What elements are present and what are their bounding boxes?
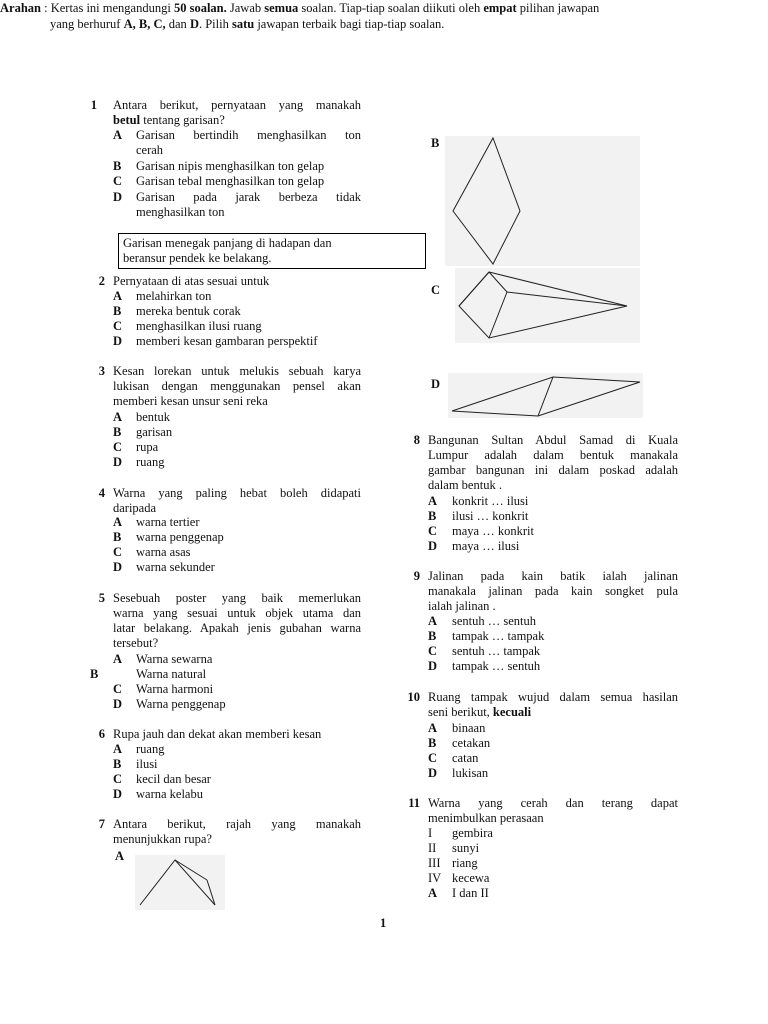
- question-line: Jalinan pada kain batik ialah jalinan: [428, 569, 678, 583]
- question-number: 9: [413, 569, 420, 583]
- question-line: Kesan lorekan untuk melukis sebuah karya: [113, 364, 361, 378]
- question-line: Bangunan Sultan Abdul Samad di Kuala: [428, 433, 678, 447]
- option-text[interactable]: Garisan nipis menghasilkan ton gelap: [136, 159, 325, 173]
- roman-numeral: III: [428, 856, 441, 870]
- option-letter[interactable]: D: [428, 766, 438, 780]
- option-text[interactable]: Warna penggenap: [136, 697, 226, 711]
- option-text[interactable]: tampak … tampak: [452, 629, 545, 643]
- question-text: [428, 433, 678, 493]
- option-letter[interactable]: B: [113, 304, 122, 318]
- instr-text: dan: [165, 17, 190, 31]
- option-letter[interactable]: D: [113, 787, 123, 801]
- question-number: 5: [98, 591, 105, 605]
- option-letter[interactable]: A: [113, 128, 123, 142]
- option-letter[interactable]: A: [428, 494, 438, 508]
- option-letter[interactable]: C: [113, 682, 123, 696]
- option-letter[interactable]: D: [113, 697, 123, 711]
- question-text: [113, 98, 361, 128]
- question-number: 6: [98, 727, 105, 741]
- figure-label-a[interactable]: A: [115, 849, 125, 863]
- figure-a-pyramid[interactable]: [135, 855, 225, 910]
- question-line: Ruang tampak wujud dalam semua hasilan: [428, 690, 678, 704]
- statement-box: [118, 233, 426, 269]
- question-line: lukisan dengan menggunakan pensel akan: [113, 379, 361, 393]
- question-line: gambar bangunan ini dalam poskad adalah: [428, 463, 678, 477]
- question-text: Rupa jauh dan dekat akan memberi kesan: [113, 727, 322, 741]
- question-number: 4: [98, 486, 105, 500]
- question-text: [113, 364, 361, 409]
- option-text[interactable]: Garisan pada jarak berbeza tidak: [136, 190, 361, 204]
- statement-text: sunyi: [452, 841, 480, 855]
- instr-bold: semua: [264, 1, 299, 15]
- option-letter[interactable]: B: [428, 509, 437, 523]
- option-text[interactable]: memberi kesan gambaran perspektif: [136, 334, 318, 348]
- option-letter[interactable]: A: [428, 614, 438, 628]
- option-letter[interactable]: A: [113, 410, 123, 424]
- option-letter[interactable]: B: [90, 667, 99, 681]
- option-letter[interactable]: C: [428, 751, 438, 765]
- option-letter[interactable]: B: [113, 530, 122, 544]
- question-number: 7: [98, 817, 105, 831]
- option-letter[interactable]: C: [113, 545, 123, 559]
- option-text[interactable]: tampak … sentuh: [452, 659, 541, 673]
- instr-text: jawapan terbaik bagi tiap-tiap soalan.: [254, 17, 445, 31]
- figure-b-kite[interactable]: [445, 136, 640, 266]
- option-letter[interactable]: A: [428, 721, 438, 735]
- option-text[interactable]: warna penggenap: [136, 530, 224, 544]
- option-letter[interactable]: D: [113, 560, 123, 574]
- question-line: Warna yang cerah dan terang dapat: [428, 796, 678, 810]
- question-text: [113, 486, 361, 516]
- instr-bold: 50 soalan.: [173, 1, 227, 15]
- option-text[interactable]: kecil dan besar: [136, 772, 211, 786]
- option-text[interactable]: melahirkan ton: [136, 289, 212, 303]
- option-text[interactable]: ruang: [136, 742, 165, 756]
- option-text[interactable]: ruang: [136, 455, 165, 469]
- question-number: 1: [90, 98, 97, 112]
- option-text[interactable]: Garisan tebal menghasilkan ton gelap: [136, 174, 325, 188]
- question-line: dalam bentuk .: [428, 478, 502, 492]
- option-letter[interactable]: C: [113, 319, 123, 333]
- option-text[interactable]: rupa: [136, 440, 159, 454]
- option-letter[interactable]: B: [113, 757, 122, 771]
- option-letter[interactable]: D: [428, 539, 438, 553]
- question-text: [113, 591, 361, 651]
- question-line: Antara berikut, rajah yang manakah: [113, 817, 361, 831]
- option-text[interactable]: warna asas: [136, 545, 191, 559]
- option-text[interactable]: binaan: [452, 721, 486, 735]
- instr-text: Jawab: [226, 1, 265, 15]
- instructions-line-1: [0, 0, 690, 16]
- option-letter[interactable]: B: [113, 425, 122, 439]
- option-text[interactable]: sentuh … tampak: [452, 644, 541, 658]
- option-text[interactable]: sentuh … sentuh: [452, 614, 537, 628]
- instr-bold: satu: [231, 17, 255, 31]
- question-text: Pernyataan di atas sesuai untuk: [113, 274, 270, 288]
- statement-line: beransur pendek ke belakang.: [123, 251, 272, 265]
- option-text[interactable]: maya … konkrit: [452, 524, 534, 538]
- instr-bold: D: [189, 17, 199, 31]
- option-text[interactable]: catan: [452, 751, 479, 765]
- option-text[interactable]: Warna natural: [136, 667, 207, 681]
- question-line: menunjukkan rupa?: [113, 832, 212, 846]
- question-text: [428, 796, 678, 826]
- option-letter[interactable]: B: [428, 736, 437, 750]
- option-letter[interactable]: A: [113, 742, 123, 756]
- figure-label-d[interactable]: D: [431, 377, 441, 391]
- question-line: memberi kesan unsur seni reka: [113, 394, 268, 408]
- option-text[interactable]: lukisan: [452, 766, 489, 780]
- option-letter[interactable]: A: [428, 886, 438, 900]
- question-line: Antara berikut, pernyataan yang manakah: [113, 98, 361, 112]
- figure-c-pyramid[interactable]: [455, 268, 640, 343]
- option-letter[interactable]: C: [428, 524, 438, 538]
- option-text[interactable]: bentuk: [136, 410, 171, 424]
- option-text[interactable]: maya … ilusi: [452, 539, 520, 553]
- instr-text: pilihan jawapan: [516, 1, 600, 15]
- option-letter[interactable]: D: [113, 190, 123, 204]
- page-number: 1: [380, 916, 387, 930]
- option-text[interactable]: warna kelabu: [136, 787, 203, 801]
- question-line: Lumpur adalah dalam bentuk manakala: [428, 448, 678, 462]
- figure-label-b[interactable]: B: [431, 136, 440, 150]
- option-letter[interactable]: D: [428, 659, 438, 673]
- option-letter[interactable]: D: [113, 455, 123, 469]
- option-text[interactable]: Warna harmoni: [136, 682, 214, 696]
- option-letter[interactable]: C: [113, 772, 123, 786]
- question-text: [113, 817, 361, 847]
- question-line-text: tentang garisan?: [140, 113, 225, 127]
- instructions-line-2: [0, 16, 690, 32]
- option-letter[interactable]: A: [113, 289, 123, 303]
- option-text[interactable]: Warna sewarna: [136, 652, 213, 666]
- option-text[interactable]: garisan: [136, 425, 173, 439]
- option-text[interactable]: ilusi: [136, 757, 158, 771]
- option-letter[interactable]: D: [113, 334, 123, 348]
- question-line: menimbulkan perasaan: [428, 811, 544, 825]
- option-text[interactable]: cetakan: [452, 736, 491, 750]
- roman-numeral: II: [428, 841, 437, 855]
- instr-bold: A, B, C,: [123, 17, 166, 31]
- roman-numeral: I: [428, 826, 433, 840]
- question-line: daripada: [113, 501, 157, 515]
- instructions-lead: Arahan: [0, 1, 41, 15]
- option-text[interactable]: Garisan bertindih menghasilkan ton: [136, 128, 361, 142]
- question-line: Sesebuah poster yang baik memerlukan: [113, 591, 361, 605]
- instructions: [0, 0, 690, 32]
- option-letter[interactable]: A: [113, 652, 123, 666]
- question-line-text: seni berikut,: [428, 705, 493, 719]
- statement-text: riang: [452, 856, 478, 870]
- question-line: [428, 705, 678, 720]
- option-letter[interactable]: C: [428, 644, 438, 658]
- option-text[interactable]: I dan II: [452, 886, 489, 900]
- question-line: [113, 113, 361, 128]
- question-number: 3: [98, 364, 105, 378]
- option-letter[interactable]: C: [113, 440, 123, 454]
- option-text[interactable]: cerah: [136, 143, 164, 157]
- question-line: warna yang sesuai untuk objek utama dan: [113, 606, 361, 620]
- instr-text: . Pilih: [198, 17, 232, 31]
- option-letter[interactable]: A: [113, 515, 123, 529]
- question-text: [428, 569, 678, 614]
- question-number: 11: [408, 796, 420, 810]
- question-number: 10: [407, 690, 420, 704]
- question-line: latar belakang. Apakah jenis gubahan warna: [113, 621, 361, 635]
- question-line: tersebut?: [113, 636, 159, 650]
- figure-b-background: [445, 136, 640, 266]
- option-letter[interactable]: B: [113, 159, 122, 173]
- instr-bold: empat: [483, 1, 517, 15]
- option-text[interactable]: warna tertier: [136, 515, 200, 529]
- roman-numeral: IV: [428, 871, 442, 885]
- option-letter[interactable]: B: [428, 629, 437, 643]
- question-bold: kecuali: [492, 705, 532, 719]
- question-text: [428, 690, 678, 720]
- instr-text: : Kertas ini mengandungi: [40, 1, 174, 15]
- figure-d-shape[interactable]: [448, 373, 643, 418]
- instr-text: soalan. Tiap-tiap soalan diikuti oleh: [298, 1, 484, 15]
- statement-line: Garisan menegak panjang di hadapan dan: [123, 236, 332, 250]
- question-number: 2: [98, 274, 105, 288]
- question-line: Warna yang paling hebat boleh didapati: [113, 486, 361, 500]
- option-text[interactable]: menghasilkan ilusi ruang: [136, 319, 262, 333]
- option-text[interactable]: ilusi … konkrit: [452, 509, 529, 523]
- question-line: manakala jalinan pada kain songket pula: [428, 584, 678, 598]
- question-bold: betul: [113, 113, 141, 127]
- statement-text: gembira: [452, 826, 493, 840]
- figure-label-c[interactable]: C: [431, 283, 441, 297]
- question-line: ialah jalinan .: [428, 599, 496, 613]
- instr-text: yang berhuruf: [50, 17, 124, 31]
- option-text[interactable]: konkrit … ilusi: [452, 494, 529, 508]
- statement-text: kecewa: [452, 871, 490, 885]
- option-text[interactable]: mereka bentuk corak: [136, 304, 241, 318]
- option-text[interactable]: warna sekunder: [136, 560, 215, 574]
- question-number: 8: [413, 433, 420, 447]
- option-text[interactable]: menghasilkan ton: [136, 205, 225, 219]
- option-letter[interactable]: C: [113, 174, 123, 188]
